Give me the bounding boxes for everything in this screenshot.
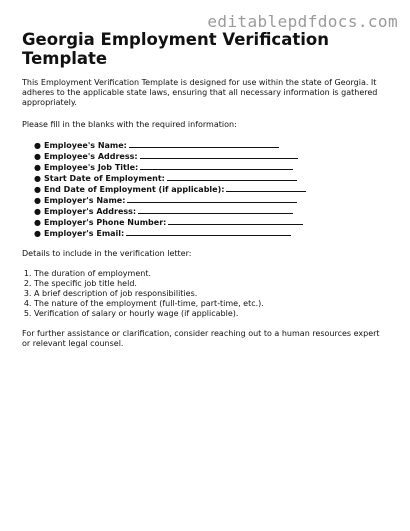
watermark: editablepdfdocs.com xyxy=(207,12,398,31)
detail-item: 2. The specific job title held. xyxy=(34,279,390,289)
bullet-icon: ● xyxy=(34,141,41,150)
detail-item: 5. Verification of salary or hourly wage (if applicable). xyxy=(34,309,390,319)
detail-item: 3. A brief description of job responsibilities. xyxy=(34,289,390,299)
bullet-icon: ● xyxy=(34,185,41,194)
fields-prompt: Please fill in the blanks with the required information: xyxy=(22,120,237,129)
details-list xyxy=(22,269,390,319)
field-label: End Date of Employment (if applicable): xyxy=(44,185,225,194)
bullet-icon: ● xyxy=(34,229,41,238)
field-item xyxy=(34,151,390,162)
field-item xyxy=(34,206,390,217)
field-label: Employee's Job Title: xyxy=(44,163,139,172)
field-label: Employer's Name: xyxy=(44,196,126,205)
bullet-icon: ● xyxy=(34,218,41,227)
fill-in-blank[interactable] xyxy=(138,206,293,214)
field-item xyxy=(34,140,390,151)
bullet-icon: ● xyxy=(34,196,41,205)
fields-list xyxy=(34,140,390,239)
document-body xyxy=(22,30,390,359)
field-label: Employer's Address: xyxy=(44,207,137,216)
detail-item: 4. The nature of the employment (full-time, part-time, etc.). xyxy=(34,299,390,309)
field-label: Employee's Name: xyxy=(44,141,127,150)
fill-in-blank[interactable] xyxy=(226,184,306,192)
fill-in-blank[interactable] xyxy=(168,217,303,225)
field-label: Employer's Email: xyxy=(44,229,125,238)
details-prompt: Details to include in the verification letter: xyxy=(22,249,192,258)
fill-in-blank[interactable] xyxy=(127,195,297,203)
field-item xyxy=(34,217,390,228)
intro-paragraph: This Employment Verification Template is designed for use within the state of Georgia. It adheres to the applicable state laws, ensuring that all necessary information is gathered appropriately. xyxy=(22,78,378,107)
bullet-icon: ● xyxy=(34,174,41,183)
field-item xyxy=(34,173,390,184)
bullet-icon: ● xyxy=(34,207,41,216)
closing-paragraph: For further assistance or clarification, consider reaching out to a human resources expert or relevant legal counsel. xyxy=(22,329,380,348)
field-item xyxy=(34,228,390,239)
field-label: Start Date of Employment: xyxy=(44,174,165,183)
field-item xyxy=(34,195,390,206)
fill-in-blank[interactable] xyxy=(126,228,291,236)
detail-item: 1. The duration of employment. xyxy=(34,269,390,279)
field-label: Employer's Phone Number: xyxy=(44,218,167,227)
fill-in-blank[interactable] xyxy=(140,162,293,170)
field-item xyxy=(34,162,390,173)
field-label: Employee's Address: xyxy=(44,152,138,161)
field-item xyxy=(34,184,390,195)
fill-in-blank[interactable] xyxy=(129,140,279,148)
document-title: Georgia Employment Verification Template xyxy=(22,30,329,68)
fill-in-blank[interactable] xyxy=(140,151,298,159)
fill-in-blank[interactable] xyxy=(167,173,297,181)
bullet-icon: ● xyxy=(34,163,41,172)
bullet-icon: ● xyxy=(34,152,41,161)
